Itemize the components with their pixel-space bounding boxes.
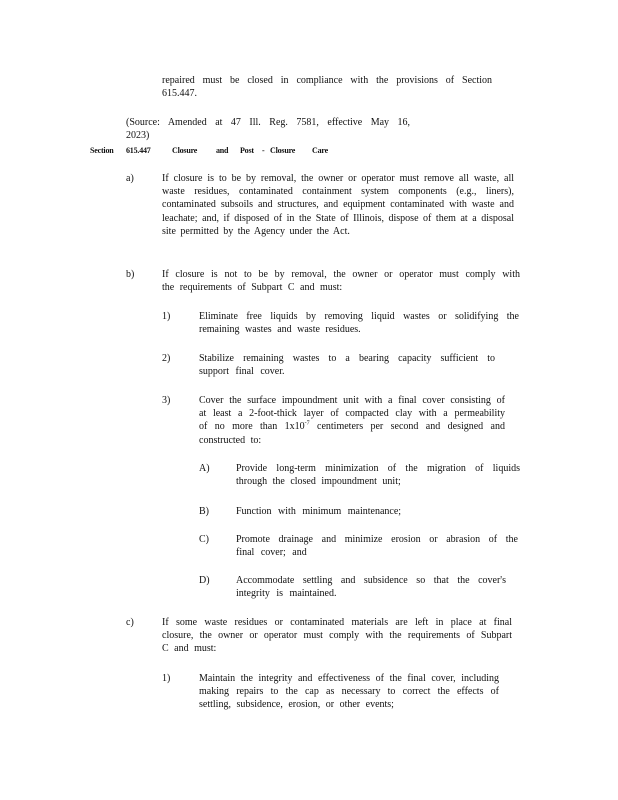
item-text-b1: Eliminate free liquids by removing liquid wastes or solidifying the remaining wastes and waste residues. [199, 311, 519, 336]
title-word-care: Care [312, 146, 328, 155]
item-label-A: A) [199, 463, 210, 474]
item-label-c: c) [126, 617, 134, 628]
intro-line-1: repaired must be closed in compliance with the provisions of Section [162, 75, 492, 86]
item-label-b1: 1) [162, 311, 171, 322]
item-label-c1: 1) [162, 673, 171, 684]
item-text-b3-tail: centimeters per second and designed and constructed to: [199, 421, 505, 446]
source-note: (Source: Amended at 47 Ill. Reg. 7581, effective May 16, 2023) [126, 117, 411, 142]
title-word-post: Post [240, 146, 254, 155]
item-label-a: a) [126, 173, 134, 184]
item-label-D: D) [199, 575, 210, 586]
item-text-C: Promote drainage and minimize erosion or abrasion of the final cover; and [236, 534, 518, 559]
item-label-b: b) [126, 269, 135, 280]
section-word: Section [90, 146, 114, 155]
section-number: 615.447 [126, 146, 151, 155]
section-heading [0, 145, 618, 157]
item-text-c1: Maintain the integrity and effectiveness of the final cover, including making repairs to the cap as necessary to correct the effects of settling, subsidence, erosion, or other events; [199, 673, 499, 711]
item-label-b2: 2) [162, 353, 171, 364]
title-word-and: and [216, 146, 229, 155]
exponent: -7 [304, 421, 310, 428]
item-text-c: If some waste residues or contaminated materials are left in place at final closure, the owner or operator must comply with the requirements of Subpart C and must: [162, 617, 512, 655]
item-text-B: Function with minimum maintenance; [236, 506, 402, 517]
title-word-closure: Closure [172, 146, 198, 155]
title-word-closure-2: Closure [270, 146, 296, 155]
item-text-a: If closure is to be by removal, the owner or operator must remove all waste, all waste residues, contaminated containment system components (e.g., liners), contaminated subsoils and structures, and equipment contaminated with waste and leachate; and, if disposed of in the State of Illinois, dispose of them at a disposal site permitted by the Agency under the Act. [162, 173, 514, 237]
item-text-A: Provide long-term minimization of the migration of liquids through the closed impoundment unit; [236, 463, 520, 488]
item-text-b: If closure is not to be by removal, the owner or operator must comply with the requirements of Subpart C and must: [162, 269, 520, 294]
item-label-C: C) [199, 534, 209, 545]
item-label-b3: 3) [162, 395, 171, 406]
item-text-b2: Stabilize remaining wastes to a bearing capacity sufficient to support final cover. [199, 353, 495, 378]
intro-line-2: 615.447. [162, 88, 197, 99]
item-text-D: Accommodate settling and subsidence so that the cover's integrity is maintained. [236, 575, 506, 600]
item-text-b3-main: Cover the surface impoundment unit with a final cover consisting of at least a 2-foot-thick layer of compacted clay with a permeability of no more than 1x10 [199, 395, 505, 433]
item-text-b3 [199, 394, 505, 447]
item-label-B: B) [199, 506, 209, 517]
title-dash: - [262, 146, 265, 155]
